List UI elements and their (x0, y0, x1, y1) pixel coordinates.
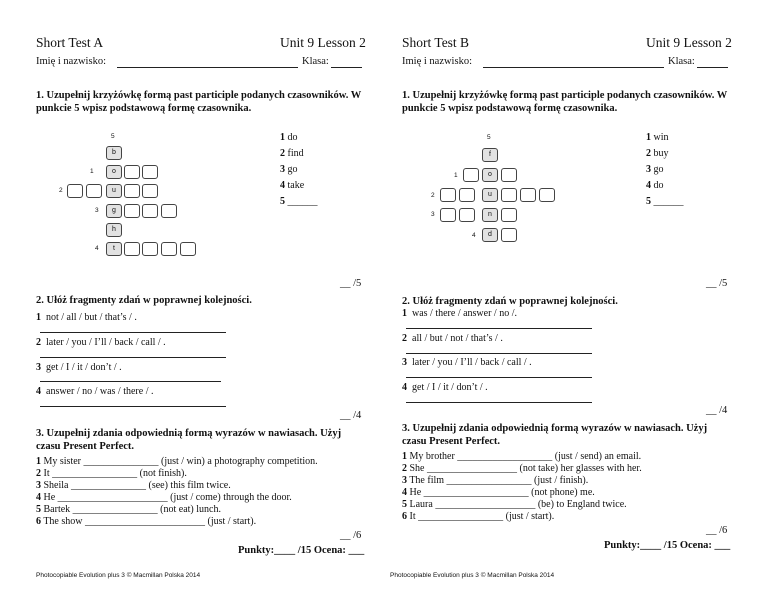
crossword-cell[interactable]: g (106, 204, 122, 218)
q1-title: 1. Uzupełnij krzyżówkę formą past participle podanych czasowników. W punkcie 5 wpisz podstawową formę czasownika. (402, 90, 728, 114)
q2-score: __ /4 (706, 405, 728, 416)
clue-item: 3 go (280, 164, 298, 175)
q2-item: 4 answer / no / was / there / . (36, 386, 154, 397)
clue-item: 3 go (646, 164, 664, 175)
unit-label: Unit 9 Lesson 2 (646, 35, 732, 50)
name-label: Imię i nazwisko: (36, 56, 106, 67)
crossword-cell[interactable] (124, 204, 140, 218)
q2-item: 4 get / I / it / don’t / . (402, 382, 488, 393)
crossword-cell[interactable] (459, 188, 475, 202)
q2-item: 2 later / you / I’ll / back / call / . (36, 337, 166, 348)
footer-copyright: Photocopiable Evolution plus 3 © Macmillan Polska 2014 (36, 572, 201, 579)
crossword-cell[interactable] (440, 208, 456, 222)
answer-line[interactable] (406, 328, 592, 329)
clue-number: 5 (111, 133, 115, 140)
q3-score: __ /6 (340, 530, 362, 541)
answer-line[interactable] (40, 406, 226, 407)
crossword-cell[interactable]: n (482, 208, 498, 222)
crossword-cell[interactable]: u (482, 188, 498, 202)
crossword-cell[interactable] (142, 242, 158, 256)
clue-number: 2 (431, 192, 435, 199)
q2-title: 2. Ułóż fragmenty zdań w poprawnej kolejności. (36, 295, 252, 306)
crossword-cell[interactable] (520, 188, 536, 202)
unit-label: Unit 9 Lesson 2 (280, 35, 366, 50)
q3-item: 1 My brother ___________________ (just / send) an email. (402, 451, 642, 462)
crossword-cell[interactable] (501, 188, 517, 202)
clue-item: 2 buy (646, 148, 669, 159)
q3-item: 2 She __________________ (not take) her glasses with her. (402, 463, 642, 474)
crossword-cell[interactable] (142, 165, 158, 179)
crossword-cell[interactable] (459, 208, 475, 222)
crossword-cell[interactable] (180, 242, 196, 256)
crossword-cell[interactable] (539, 188, 555, 202)
crossword-cell[interactable]: u (106, 184, 122, 198)
crossword-cell[interactable] (124, 165, 140, 179)
q1-score: __ /5 (706, 278, 728, 289)
crossword-cell[interactable]: o (106, 165, 122, 179)
q3-item: 4 He _____________________ (not phone) me. (402, 487, 595, 498)
crossword-cell[interactable] (86, 184, 102, 198)
q2-item: 2 all / but / not / that’s / . (402, 333, 503, 344)
q3-item: 1 My sister _______________ (just / win) a photography competition. (36, 456, 318, 467)
crossword-cell[interactable] (501, 168, 517, 182)
crossword-cell[interactable] (142, 184, 158, 198)
class-field[interactable] (697, 67, 728, 68)
q3-item: 6 The show ________________________ (just / start). (36, 516, 257, 527)
clue-number: 1 (454, 172, 458, 179)
clue-list (646, 130, 684, 210)
q2-score: __ /4 (340, 410, 362, 421)
name-label: Imię i nazwisko: (402, 56, 472, 67)
q1-score: __ /5 (340, 278, 362, 289)
test-title: Short Test B (402, 35, 470, 50)
crossword-cell[interactable] (142, 204, 158, 218)
crossword-cell[interactable] (463, 168, 479, 182)
crossword-cell[interactable] (124, 184, 140, 198)
class-field[interactable] (331, 67, 362, 68)
clue-number: 4 (95, 245, 99, 252)
answer-line[interactable] (406, 377, 592, 378)
q3-item: 3 Sheila _______________ (see) this film twice. (36, 480, 231, 491)
q3-title: 3. Uzupełnij zdania odpowiednią formą wyrazów w nawiasach. Użyj czasu Present Perfect. (36, 428, 342, 452)
clue-number: 5 (487, 134, 491, 141)
crossword-cell[interactable] (440, 188, 456, 202)
clue-item: 5 ______ (280, 196, 318, 207)
q1-title: 1. Uzupełnij krzyżówkę formą past participle podanych czasowników. W punkcie 5 wpisz podstawową formę czasownika. (36, 90, 362, 114)
crossword-cell[interactable] (161, 204, 177, 218)
clue-item: 1 win (646, 132, 669, 143)
q2-item: 3 later / you / I’ll / back / call / . (402, 357, 532, 368)
q3-item: 3 The film _________________ (just / finish). (402, 475, 589, 486)
crossword-cell[interactable]: t (106, 242, 122, 256)
clue-item: 1 do (280, 132, 298, 143)
clue-number: 1 (90, 168, 94, 175)
q3-score: __ /6 (706, 525, 728, 536)
crossword-cell[interactable]: d (482, 228, 498, 242)
q2-item: 3 get / I / it / don’t / . (36, 362, 122, 373)
q3-item: 5 Laura ____________________ (be) to England twice. (402, 499, 627, 510)
clue-item: 5 ______ (646, 196, 684, 207)
q3-item: 2 It _________________ (not finish). (36, 468, 187, 479)
answer-line[interactable] (40, 332, 226, 333)
answer-line[interactable] (406, 402, 592, 403)
clue-number: 3 (95, 207, 99, 214)
crossword-cell[interactable] (161, 242, 177, 256)
answer-line[interactable] (40, 357, 226, 358)
answer-line[interactable] (406, 353, 592, 354)
clue-item: 4 do (646, 180, 664, 191)
clue-number: 4 (472, 232, 476, 239)
footer-copyright: Photocopiable Evolution plus 3 © Macmillan Polska 2014 (390, 572, 555, 579)
q3-item: 5 Bartek _________________ (not eat) lunch. (36, 504, 221, 515)
crossword-cell[interactable] (501, 208, 517, 222)
test-title: Short Test A (36, 35, 104, 50)
q2-item: 1 not / all / but / that’s / . (36, 312, 137, 323)
points-summary: Punkty:____ /15 Ocena: ___ (238, 545, 365, 556)
crossword-cell[interactable]: o (482, 168, 498, 182)
q2-title: 2. Ułóż fragmenty zdań w poprawnej kolejności. (402, 296, 618, 307)
clue-number: 3 (431, 211, 435, 218)
class-label: Klasa: (668, 56, 695, 67)
clue-item: 2 find (280, 148, 304, 159)
crossword-cell[interactable] (124, 242, 140, 256)
q3-item: 4 He ______________________ (just / come) through the door. (36, 492, 292, 503)
clue-list (280, 130, 318, 210)
crossword-cell[interactable] (501, 228, 517, 242)
class-label: Klasa: (302, 56, 329, 67)
q3-title: 3. Uzupełnij zdania odpowiednią formą wyrazów w nawiasach. Użyj czasu Present Perfect. (402, 423, 708, 447)
crossword-cell[interactable]: b (106, 146, 122, 160)
q2-item: 1 was / there / answer / no /. (402, 308, 517, 319)
crossword-cell[interactable]: f (482, 148, 498, 162)
crossword-cell[interactable] (67, 184, 83, 198)
name-field[interactable] (483, 67, 664, 68)
points-summary: Punkty:____ /15 Ocena: ___ (604, 540, 731, 551)
clue-number: 2 (59, 187, 63, 194)
answer-line[interactable] (40, 381, 221, 382)
clue-item: 4 take (280, 180, 305, 191)
name-field[interactable] (117, 67, 298, 68)
crossword-cell[interactable]: h (106, 223, 122, 237)
q3-item: 6 It _________________ (just / start). (402, 511, 555, 522)
